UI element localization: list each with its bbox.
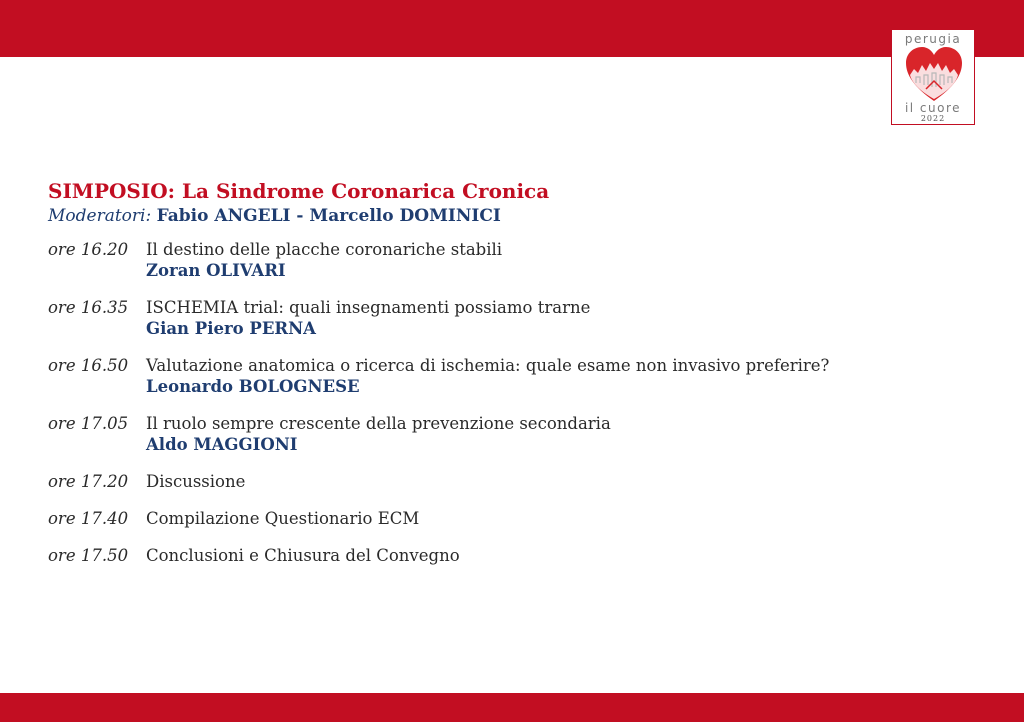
speaker-name: Gian Piero PERNA bbox=[146, 319, 316, 338]
schedule-time: ore 17.50 bbox=[48, 546, 129, 565]
program-content bbox=[48, 178, 948, 582]
event-logo bbox=[891, 29, 975, 125]
schedule-item bbox=[48, 297, 948, 339]
moderators-line bbox=[48, 204, 948, 228]
logo-year: 2022 bbox=[920, 114, 946, 123]
speaker-name: Aldo MAGGIONI bbox=[146, 435, 298, 454]
schedule-item bbox=[48, 355, 948, 397]
logo-middle-text: il cuore bbox=[904, 101, 962, 115]
schedule-time: ore 17.40 bbox=[48, 509, 129, 528]
heart-icon bbox=[904, 45, 964, 103]
talk-title: Conclusioni e Chiusura del Convegno bbox=[146, 546, 460, 565]
top-banner bbox=[0, 0, 1024, 57]
speaker-name: Leonardo BOLOGNESE bbox=[146, 377, 360, 396]
speaker-name: Zoran OLIVARI bbox=[146, 261, 286, 280]
talk-title: ISCHEMIA trial: quali insegnamenti possiamo trarne bbox=[146, 298, 591, 317]
talk-title: Il ruolo sempre crescente della prevenzione secondaria bbox=[146, 414, 611, 433]
session-title: SIMPOSIO: La Sindrome Coronarica Cronica bbox=[48, 179, 550, 203]
schedule-time: ore 16.50 bbox=[48, 356, 129, 375]
schedule-time: ore 16.35 bbox=[48, 298, 129, 317]
talk-title: Il destino delle placche coronariche stabili bbox=[146, 240, 503, 259]
schedule-time: ore 17.05 bbox=[48, 414, 129, 433]
logo-top-text: perugia bbox=[904, 32, 962, 46]
schedule-time: ore 16.20 bbox=[48, 240, 129, 259]
moderators-label: Moderatori: bbox=[48, 206, 152, 226]
schedule-item bbox=[48, 413, 948, 455]
schedule-item bbox=[48, 471, 948, 492]
schedule-item bbox=[48, 545, 948, 566]
talk-title: Valutazione anatomica o ricerca di ischemia: quale esame non invasivo preferire? bbox=[146, 356, 830, 375]
talk-title: Compilazione Questionario ECM bbox=[146, 509, 420, 528]
talk-title: Discussione bbox=[146, 472, 246, 491]
bottom-banner bbox=[0, 693, 1024, 722]
moderators-names: Fabio ANGELI - Marcello DOMINICI bbox=[156, 206, 501, 226]
schedule-list bbox=[48, 239, 948, 566]
schedule-item bbox=[48, 508, 948, 529]
schedule-item bbox=[48, 239, 948, 281]
schedule-time: ore 17.20 bbox=[48, 472, 129, 491]
